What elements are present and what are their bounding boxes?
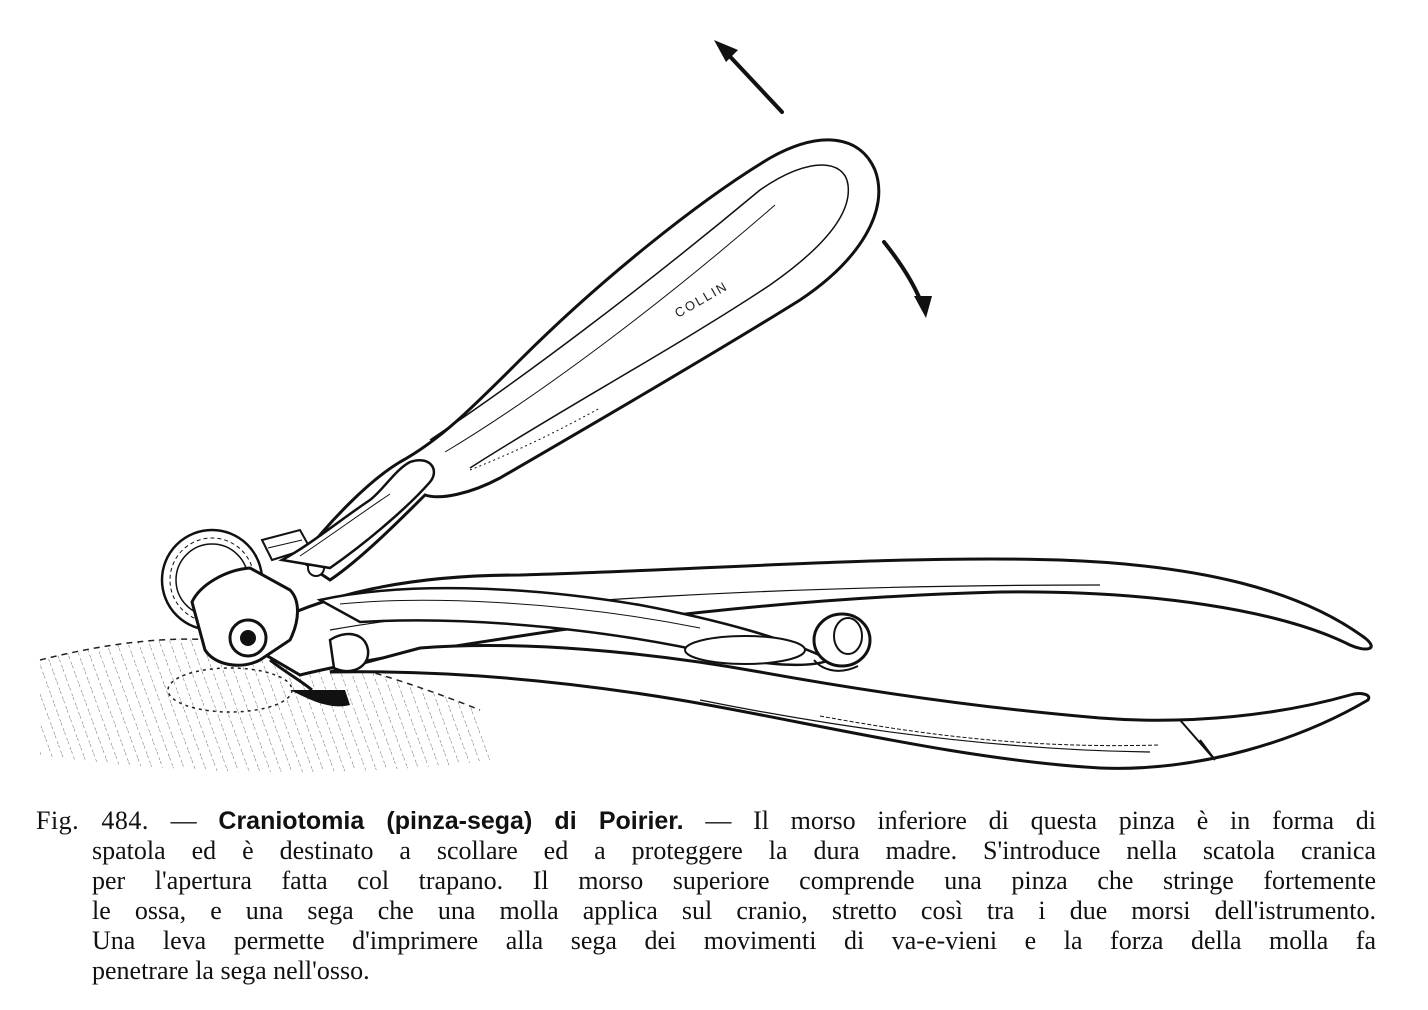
caption-line-4: le ossa, e una sega che una molla applica sul cranio, stretto così tra i due morsi dell'istrumento. [92, 896, 1376, 925]
arrow-down-icon [884, 242, 932, 318]
engraving-text: COLLIN [672, 278, 731, 321]
caption-line-1 [36, 806, 1376, 836]
caption-line-5: Una leva permette d'imprimere alla sega dei movimenti di va-e-vieni e la forza della molla fa [92, 926, 1376, 955]
caption-line-3: per l'apertura fatta col trapano. Il morso superiore comprende una pinza che stringe fortemente [92, 866, 1376, 895]
caption-line-6: penetrare la sega nell'osso. [92, 956, 370, 985]
caption [36, 806, 1376, 986]
figure-label: Fig. 484. [36, 806, 149, 835]
caption-dash-2: — [705, 806, 732, 835]
caption-text-1: Il morso inferiore di questa pinza è in forma di [753, 806, 1377, 835]
arrow-up-left-icon [714, 40, 782, 112]
caption-line-2: spatola ed è destinato a scollare ed a proteggere la dura madre. S'introduce nella scatola cranica [92, 836, 1376, 865]
caption-dash-1: — [170, 806, 197, 835]
figure-title: Craniotomia (pinza-sega) di Poirier. [218, 807, 684, 835]
